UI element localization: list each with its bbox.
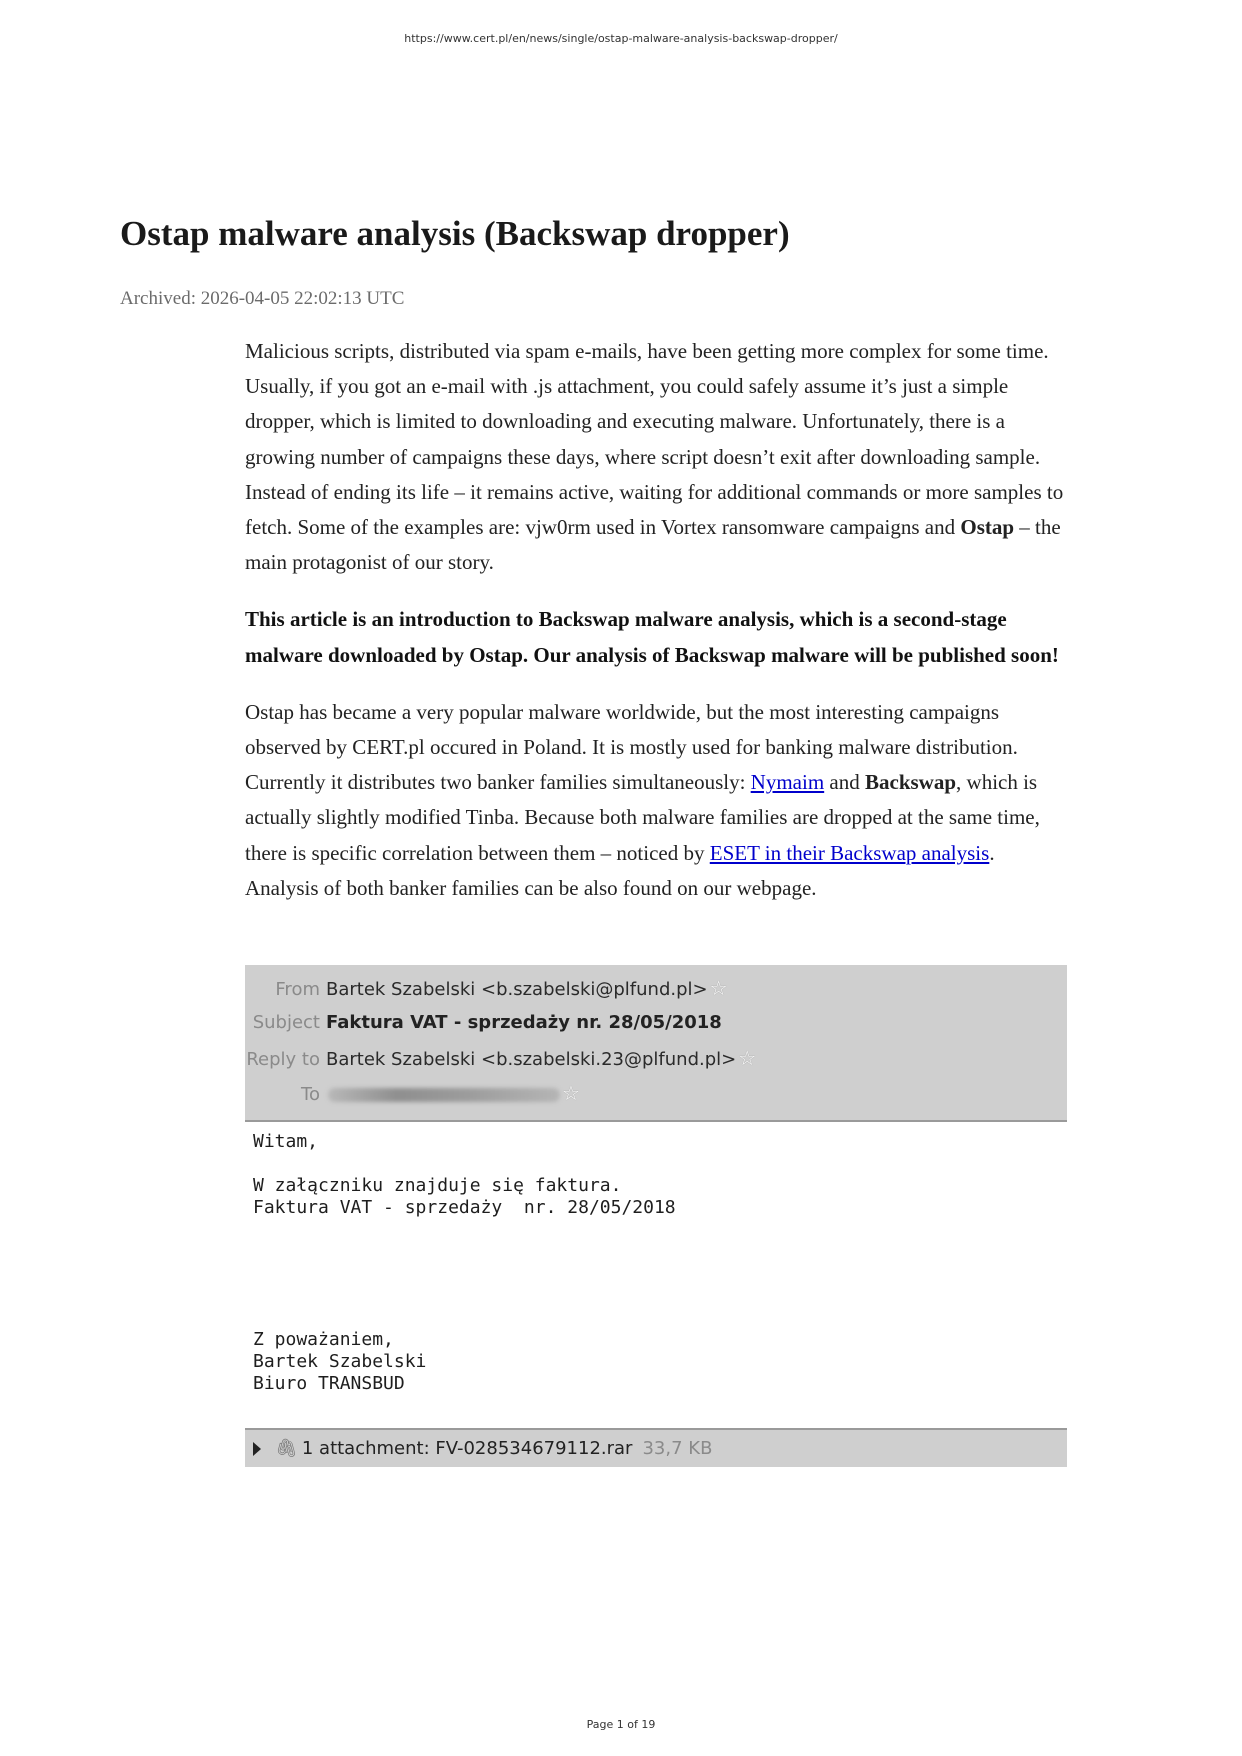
- backswap-bold: Backswap: [865, 770, 957, 795]
- email-body-text: Witam, W załączniku znajduje się faktura. Faktura VAT - sprzedaży nr. 28/05/2018 Z poważaniem, Bartek Szabelski Biuro TRANSBUD: [253, 1131, 676, 1394]
- from-value: Bartek Szabelski <b.szabelski@plfund.pl>: [326, 979, 708, 1000]
- subject-label: Subject: [252, 1012, 320, 1033]
- reply-to-value: Bartek Szabelski <b.szabelski.23@plfund.pl>: [326, 1049, 737, 1070]
- email-header: [245, 965, 1067, 1122]
- page-url-header: https://www.cert.pl/en/news/single/ostap-malware-analysis-backswap-dropper/: [404, 32, 838, 45]
- page-number-footer: Page 1 of 19: [586, 1718, 656, 1731]
- article-title: Ostap malware analysis (Backswap dropper): [120, 214, 790, 253]
- email-reply-row: [245, 1041, 756, 1075]
- nymaim-link[interactable]: Nymaim: [750, 770, 825, 795]
- email-to-row: [245, 1076, 580, 1110]
- paperclip-icon: 🖇: [275, 1438, 298, 1459]
- attachment-name: 1 attachment: FV-028534679112.rar: [301, 1438, 633, 1459]
- to-label: To: [301, 1084, 320, 1105]
- eset-backswap-link[interactable]: ESET in their Backswap analysis: [709, 840, 990, 865]
- redacted-recipient: [328, 1088, 560, 1102]
- backswap-note-paragraph: This article is an introduction to Backswap malware analysis, which is a second-stage malware downloaded by Ostap. Our analysis of Backswap malware will be published soon!: [245, 607, 1059, 667]
- star-icon: ☆: [738, 1046, 757, 1070]
- ostap-bold: Ostap: [960, 515, 1015, 540]
- reply-to-label: Reply to: [246, 1049, 320, 1070]
- email-subject-row: [245, 1006, 722, 1040]
- intro-paragraph: Malicious scripts, distributed via spam e-mails, have been getting more complex for some time. Usually, if you got an e-mail with .js attachment, you could safely assume it’s just a simple dropper, which is limited to downloading and executing malware. Unfortunately, there is a growing number of campaigns these days, where script doesn’t exit after downloading sample. Instead of ending its life – it remains active, waiting for additional commands or more samples to fetch. Some of the examples are: vjw0rm used in Vortex ransomware campaigns and Ostap – the main protagonist of our story.: [245, 339, 1064, 575]
- archived-timestamp: Archived: 2026-04-05 22:02:13 UTC: [120, 288, 405, 309]
- email-screenshot: [245, 965, 1067, 1467]
- email-from-row: [245, 971, 728, 1005]
- distribution-paragraph: Ostap has became a very popular malware worldwide, but the most interesting campaigns observed by CERT.pl occured in Poland. It is mostly used for banking malware distribution. Currently it distributes two banker families simultaneously: Nymaim and Backswap, which is actually slightly modified Tinba. Because both malware families are dropped at the same time, there is specific correlation between them – noticed by ESET in their Backswap analysis. Analysis of both banker families can be also found on our webpage.: [245, 699, 1040, 900]
- article-body: [245, 334, 1067, 928]
- star-icon: ☆: [562, 1081, 580, 1105]
- from-label: From: [275, 979, 320, 1000]
- attachment-bar: [245, 1428, 1067, 1467]
- star-icon: ☆: [709, 976, 728, 1000]
- attachment-size: 33,7 KB: [642, 1438, 713, 1459]
- subject-value: Faktura VAT - sprzedaży nr. 28/05/2018: [326, 1012, 722, 1033]
- expand-triangle-icon: [253, 1442, 261, 1456]
